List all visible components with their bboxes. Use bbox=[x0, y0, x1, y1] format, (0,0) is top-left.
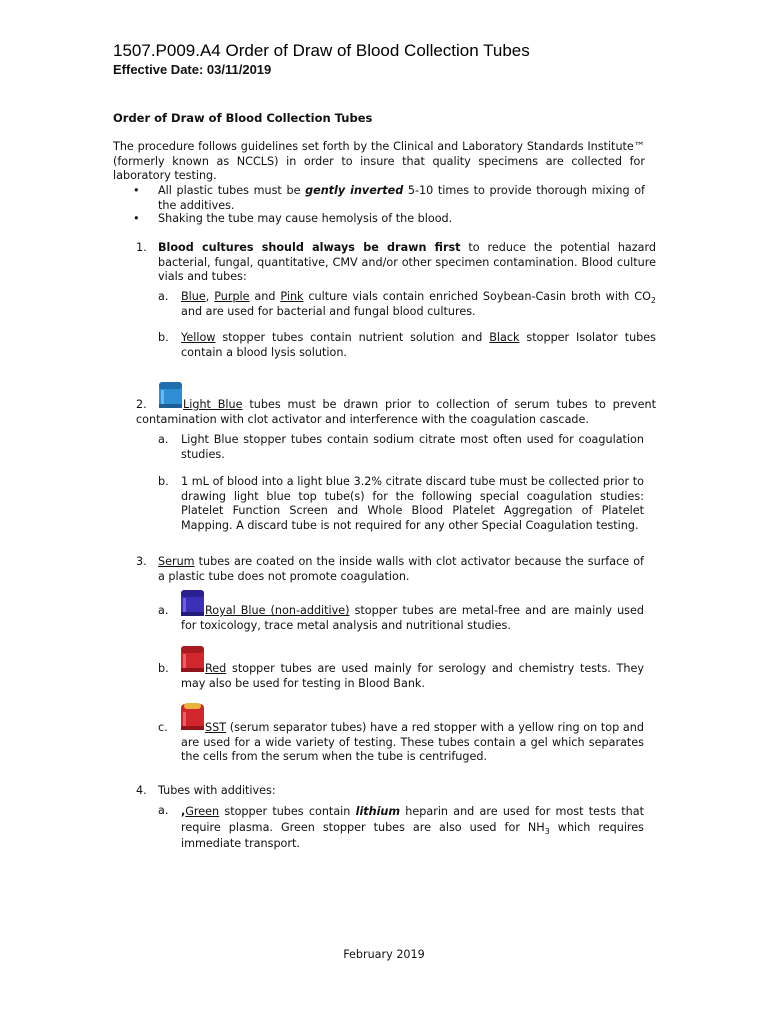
subscript: 3 bbox=[544, 827, 550, 836]
item-4a-text bbox=[181, 804, 644, 852]
text-sep: , bbox=[205, 290, 215, 303]
item-3-text bbox=[158, 555, 644, 584]
sub-letter: b. bbox=[158, 662, 169, 675]
item-2-rest: tubes must be drawn prior to collection of serum tubes to prevent contamination with clot activator and interference with the coagulation cascade. bbox=[136, 398, 656, 426]
item-3a-text bbox=[181, 604, 644, 633]
item-4a-emphasis: lithium bbox=[355, 805, 401, 818]
bullet-mark: • bbox=[133, 184, 140, 197]
bullet-1-emphasis: gently inverted bbox=[305, 184, 404, 197]
subscript: 2 bbox=[650, 296, 656, 305]
text-sep: and bbox=[249, 290, 281, 303]
item-2b-text: 1 mL of blood into a light blue 3.2% citrate discard tube must be collected prior to drawing light blue top tube(s) for the following special coagulation studies: Platelet Function Screen and Whole Blood Platelet Aggregation of Platelet Mapping. A discard tube is not required for any other Special Coagulation testing. bbox=[181, 475, 644, 532]
intro-paragraph: The procedure follows guidelines set forth by the Clinical and Laboratory Standards Institute™ (formerly known as NCCLS) in order to insure that quality specimens are collected for laboratory testing. bbox=[113, 140, 645, 183]
bullet-item-1 bbox=[158, 184, 645, 213]
link-light-blue[interactable]: Light Blue bbox=[183, 398, 243, 411]
section-heading: Order of Draw of Blood Collection Tubes bbox=[113, 111, 373, 125]
item-3c-rest: (serum separator tubes) have a red stopper with a yellow ring on top and are used for a wide variety of testing. These tubes contain a gel which separates the cells from the serum when the tube is centrifuged. bbox=[181, 721, 644, 764]
bullet-mark: • bbox=[133, 212, 140, 225]
sub-letter: a. bbox=[158, 604, 169, 617]
link-sst[interactable]: SST bbox=[205, 721, 227, 734]
effective-date: Effective Date: 03/11/2019 bbox=[113, 62, 272, 77]
item-4a-rest2: which requires immediate transport. bbox=[181, 821, 644, 850]
item-1-rest: to reduce the potential hazard bacterial, fungal, quantitative, CMV and/or other specimen contamination. Blood culture vials and tubes: bbox=[158, 241, 656, 284]
link-green[interactable]: Green bbox=[185, 805, 220, 818]
item-4a-lead: , bbox=[181, 805, 186, 818]
link-serum[interactable]: Serum bbox=[158, 555, 195, 568]
sub-letter: a. bbox=[158, 804, 169, 817]
sub-letter: a. bbox=[158, 433, 169, 446]
link-black[interactable]: Black bbox=[489, 331, 520, 344]
document-title: 1507.P009.A4 Order of Draw of Blood Collection Tubes bbox=[113, 41, 530, 60]
item-2-text bbox=[136, 398, 656, 427]
item-3c-text bbox=[181, 721, 644, 765]
item-4a-mid: stopper tubes contain bbox=[219, 805, 356, 818]
item-1-text bbox=[158, 241, 656, 285]
item-4a-rest: heparin and are used for most tests that require plasma. Green stopper tubes are also used for NH bbox=[181, 805, 644, 834]
item-number: 4. bbox=[136, 784, 147, 797]
item-3b-text bbox=[181, 662, 644, 691]
item-1a-text bbox=[181, 290, 656, 319]
item-3-rest: tubes are coated on the inside walls with clot activator because the surface of a plastic tube does not promote coagulation. bbox=[158, 555, 644, 583]
item-4-text: Tubes with additives: bbox=[158, 784, 276, 797]
sub-letter: b. bbox=[158, 331, 169, 344]
bullet-item-2: Shaking the tube may cause hemolysis of the blood. bbox=[158, 212, 453, 225]
item-number: 1. bbox=[136, 241, 147, 254]
link-red[interactable]: Red bbox=[205, 662, 227, 675]
item-1b-rest: stopper Isolator tubes contain a blood lysis solution. bbox=[181, 331, 656, 359]
link-royal-blue[interactable]: Royal Blue (non-additive) bbox=[205, 604, 350, 617]
item-2a-text: Light Blue stopper tubes contain sodium citrate most often used for coagulation studies. bbox=[181, 433, 644, 461]
link-pink[interactable]: Pink bbox=[280, 290, 304, 303]
sub-letter: a. bbox=[158, 290, 169, 303]
item-3a-rest: stopper tubes are metal-free and are mainly used for toxicology, trace metal analysis and nutritional studies. bbox=[181, 604, 644, 632]
item-3b-rest: stopper tubes are used mainly for serology and chemistry tests. They may also be used for testing in Blood Bank. bbox=[181, 662, 644, 690]
sub-letter: c. bbox=[158, 721, 168, 734]
page-footer: February 2019 bbox=[343, 948, 425, 961]
item-number: 3. bbox=[136, 555, 147, 568]
link-yellow[interactable]: Yellow bbox=[181, 331, 216, 344]
item-number: 2. bbox=[136, 398, 147, 411]
link-purple[interactable]: Purple bbox=[214, 290, 250, 303]
bullet-1-text-a: All plastic tubes must be bbox=[158, 184, 306, 197]
item-1b-mid: stopper tubes contain nutrient solution and bbox=[215, 331, 490, 344]
item-1-bold: Blood cultures should always be drawn first bbox=[158, 241, 461, 254]
item-1a-rest2: and are used for bacterial and fungal blood cultures. bbox=[181, 304, 476, 318]
bullet-1-text-b: 5-10 times to provide thorough mixing of the additives. bbox=[158, 184, 645, 212]
sub-letter: b. bbox=[158, 475, 169, 488]
link-blue[interactable]: Blue bbox=[181, 290, 206, 303]
item-1b-text bbox=[181, 331, 656, 360]
item-1a-rest: culture vials contain enriched Soybean-Casin broth with CO bbox=[303, 290, 651, 303]
